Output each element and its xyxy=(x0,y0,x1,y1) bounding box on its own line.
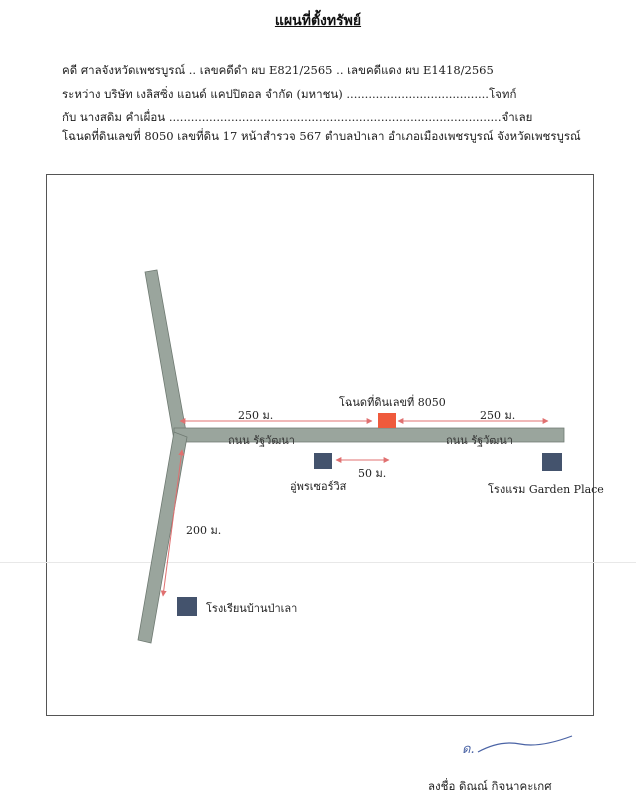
signature-mark: ด. xyxy=(462,742,475,757)
garage-marker xyxy=(314,453,332,469)
distance-small-label: 50 ม. xyxy=(358,467,387,480)
document-title: แผนที่ตั้งทรัพย์ xyxy=(274,13,362,29)
road-label-right: ถนน รัฐวัฒนา xyxy=(446,434,513,447)
defendant-line: กับ นางสดิม คำเผื่อน ...........................................................................................จำเลย xyxy=(62,110,533,124)
garage-label: อู่พรเซอร์วิส xyxy=(290,480,347,493)
property-marker xyxy=(378,413,396,428)
hotel-marker xyxy=(542,453,562,471)
distance-right-label: 250 ม. xyxy=(480,409,516,422)
property-label: โฉนดที่ดินเลขที่ 8050 xyxy=(339,396,446,409)
distance-left-label: 250 ม. xyxy=(238,409,274,422)
deed-line: โฉนดที่ดินเลขที่ 8050 เลขที่ดิน 17 หน้าสำรวจ 567 ตำบลป่าเลา อำเภอเมืองเพชรบูรณ์ จังหวัดเพชรบูรณ์ xyxy=(62,129,581,143)
road-upper-branch xyxy=(145,270,187,440)
distance-down-label: 200 ม. xyxy=(186,524,222,537)
case-number-line: คดี ศาลจังหวัดเพชรบูรณ์ .. เลขคดีดำ ผบ E821/2565 .. เลขคดีแดง ผบ E1418/2565 xyxy=(62,63,494,77)
hotel-label: โรงแรม Garden Place xyxy=(488,483,604,496)
signer-name: ลงชื่อ ดิณณ์ กิจนาคะเกศ xyxy=(428,779,552,793)
school-marker xyxy=(177,597,197,616)
school-label: โรงเรียนบ้านป่าเลา xyxy=(206,602,298,615)
road-label-left: ถนน รัฐวัฒนา xyxy=(228,434,295,447)
plaintiff-line: ระหว่าง บริษัท เงลิสซิ่ง แอนด์ แคปปิตอล จำกัด (มหาชน) .......................................โจทก์ xyxy=(62,87,517,101)
